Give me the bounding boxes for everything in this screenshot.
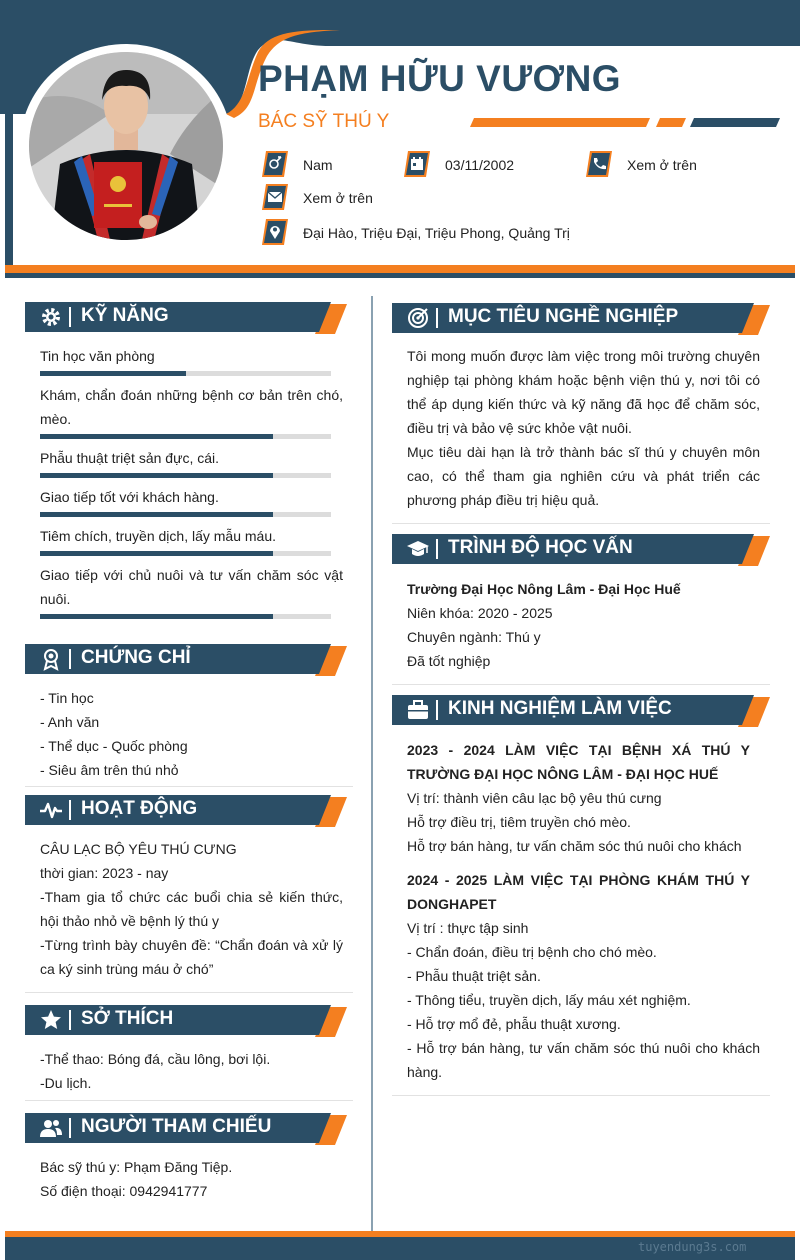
job-line: Vị trí: thành viên câu lạc bộ yêu thú cưng (407, 790, 662, 806)
job-line: Hỗ trợ bán hàng, tư vấn chăm sóc thú nuôi cho khách (407, 838, 742, 854)
certificate-item: - Anh văn (40, 714, 100, 730)
reference-person: Bác sỹ thú y: Phạm Đăng Tiệp. (40, 1159, 233, 1175)
section-certificates (25, 642, 347, 676)
section-skills (25, 300, 347, 334)
pulse-icon (39, 798, 63, 822)
job-heading: 2023 - 2024 LÀM VIỆC TẠI BỆNH XÁ THÚ Y TRƯỜNG ĐẠI HỌC NÔNG LÂM - ĐẠI HỌC HUẾ (407, 742, 750, 782)
skill-bar-fill (40, 473, 273, 478)
gender-value: Nam (303, 157, 333, 173)
objective-title: MỤC TIÊU NGHỀ NGHIỆP (448, 306, 679, 327)
skill-label: Giao tiếp với chủ nuôi và tư vấn chăm sóc vật nuôi. (40, 567, 343, 607)
target-icon (406, 306, 430, 330)
skill-label: Khám, chẩn đoán những bệnh cơ bản trên chó, mèo. (40, 387, 343, 427)
skill-bar (40, 434, 331, 439)
section-hobbies (25, 1003, 347, 1037)
section-divider (392, 1095, 770, 1096)
certificate-item: - Siêu âm trên thú nhỏ (40, 762, 179, 778)
education-school: Trường Đại Học Nông Lâm - Đại Học Huế (407, 581, 681, 597)
section-separator (69, 1118, 71, 1138)
job-title: BÁC SỸ THÚ Y (258, 111, 390, 132)
phone-icon (586, 151, 612, 177)
job-line: - Hỗ trợ mổ đẻ, phẫu thuật xương. (407, 1016, 621, 1032)
section-bar (25, 1003, 347, 1037)
certificate-item: - Thể dục - Quốc phòng (40, 738, 188, 754)
skill-label: Tin học văn phòng (40, 348, 155, 364)
section-divider (25, 786, 353, 787)
job-line: - Chẩn đoán, điều trị bệnh cho chó mèo. (407, 944, 657, 960)
job-heading: 2024 - 2025 LÀM VIỆC TẠI PHÒNG KHÁM THÚ Y DONGHAPET (407, 872, 750, 912)
education-major: Chuyên ngành: Thú y (407, 629, 541, 645)
skill-bar (40, 512, 331, 517)
section-divider (392, 523, 770, 524)
birthday-value: 03/11/2002 (445, 157, 515, 173)
education-title: TRÌNH ĐỘ HỌC VẤN (448, 537, 633, 558)
skill-bar (40, 614, 331, 619)
avatar-portrait (20, 44, 232, 248)
section-separator (69, 800, 71, 820)
activity-time: thời gian: 2023 - nay (40, 865, 169, 881)
section-separator (69, 1010, 71, 1030)
address-value: Đại Hào, Triệu Đại, Triệu Phong, Quảng Trị (303, 225, 570, 241)
briefcase-icon (406, 698, 430, 722)
skill-bar-fill (40, 512, 273, 517)
hobbies-title: SỞ THÍCH (81, 1008, 174, 1029)
star-icon (39, 1008, 63, 1032)
activity-club: CÂU LẠC BỘ YÊU THÚ CƯNG (40, 841, 237, 857)
references-title: NGƯỜI THAM CHIẾU (81, 1116, 272, 1137)
education-status: Đã tốt nghiệp (407, 653, 491, 669)
activity-detail: -Từng trình bày chuyên đề: “Chẩn đoán và xử lý ca ký sinh trùng máu ở chó” (40, 937, 343, 977)
gear-icon (39, 305, 63, 329)
location-icon (262, 219, 288, 245)
section-activities (25, 793, 347, 827)
section-divider (25, 992, 353, 993)
skills-title: KỸ NĂNG (81, 305, 169, 326)
footer-url[interactable]: tuyendung3s.com (638, 1240, 747, 1254)
email-icon (262, 184, 288, 210)
job-line: Hỗ trợ điều trị, tiêm truyền chó mèo. (407, 814, 631, 830)
graduation-cap-icon (406, 537, 430, 561)
certificates-title: CHỨNG CHỈ (81, 647, 191, 668)
hobby-item: -Du lịch. (40, 1075, 92, 1091)
skill-bar-fill (40, 614, 273, 619)
section-divider (25, 1100, 353, 1101)
objective-paragraph: Mục tiêu dài hạn là trở thành bác sĩ thú y chuyên môn cao, có thể tham gia nghiên cứu và phát triển các phương pháp điều trị hiệu quả. (407, 444, 760, 508)
skill-label: Tiêm chích, truyền dịch, lấy mẫu máu. (40, 528, 277, 544)
skill-bar-fill (40, 371, 186, 376)
column-divider (371, 296, 373, 1236)
header-divider-line (5, 273, 795, 278)
phone-value: Xem ở trên (627, 157, 697, 173)
avatar (20, 44, 232, 248)
section-objective (392, 301, 770, 335)
skill-bar (40, 551, 331, 556)
skill-bar (40, 371, 331, 376)
experience-title: KINH NGHIỆM LÀM VIỆC (448, 698, 672, 719)
job-line: - Thông tiểu, truyền dịch, lấy máu xét nghiệm. (407, 992, 691, 1008)
skill-label: Phẫu thuật triệt sản đực, cái. (40, 450, 220, 466)
hobby-item: -Thể thao: Bóng đá, cầu lông, bơi lội. (40, 1051, 271, 1067)
section-separator (436, 700, 438, 720)
section-separator (436, 308, 438, 328)
candidate-name: PHẠM HỮU VƯƠNG (258, 58, 622, 99)
objective-paragraph: Tôi mong muốn được làm việc trong môi trường chuyên nghiệp tại phòng khám hoặc bệnh viện thú y, nơi tôi có thể áp dụng kiến thức và kỹ năng đã học để chăm sóc, điều trị và bảo vệ sức khỏe vật nuôi. (407, 348, 760, 436)
users-icon (39, 1116, 63, 1140)
birthday-icon (404, 151, 430, 177)
section-experience (392, 693, 770, 727)
skill-label: Giao tiếp tốt với khách hàng. (40, 489, 219, 505)
job-line: - Hỗ trợ bán hàng, tư vấn chăm sóc thú nuôi cho khách hàng. (407, 1040, 760, 1080)
certificate-item: - Tin học (40, 690, 94, 706)
section-divider (392, 684, 770, 685)
section-separator (69, 649, 71, 669)
email-value: Xem ở trên (303, 190, 373, 206)
skill-bar-fill (40, 551, 273, 556)
reference-phone: Số điện thoại: 0942941777 (40, 1183, 208, 1199)
gender-icon (262, 151, 288, 177)
section-bar (25, 300, 347, 334)
section-references (25, 1111, 347, 1145)
job-line: Vị trí : thực tập sinh (407, 920, 529, 936)
header-divider (5, 265, 795, 273)
section-separator (69, 307, 71, 327)
education-years: Niên khóa: 2020 - 2025 (407, 605, 553, 621)
skill-bar-fill (40, 434, 273, 439)
section-separator (436, 539, 438, 559)
section-education (392, 532, 770, 566)
activities-title: HOẠT ĐỘNG (81, 798, 198, 819)
job-line: - Phẫu thuật triệt sản. (407, 968, 541, 984)
medal-icon (39, 647, 63, 671)
activity-detail: -Tham gia tổ chức các buổi chia sẻ kiến thức, hội thảo nhỏ về bệnh lý thú y (40, 889, 343, 929)
skill-bar (40, 473, 331, 478)
